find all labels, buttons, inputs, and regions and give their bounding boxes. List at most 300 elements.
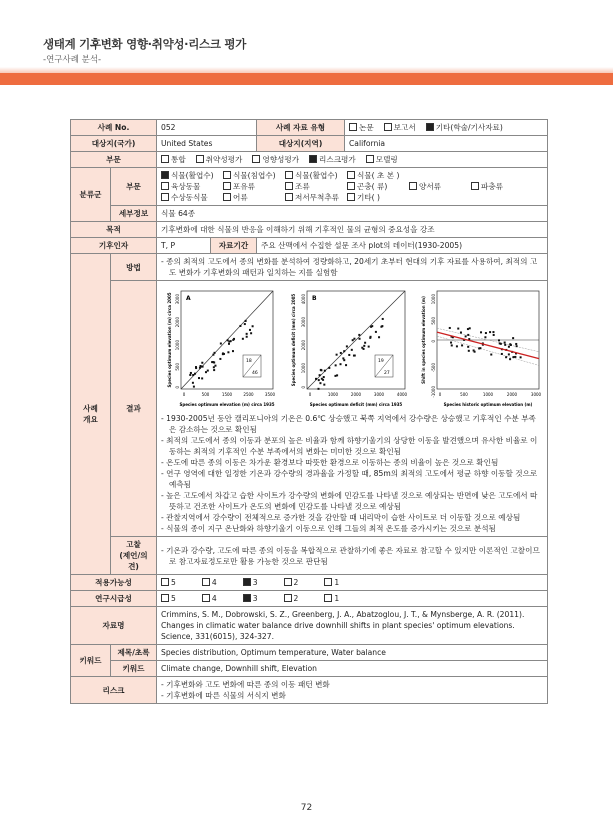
data-point (354, 355, 356, 357)
option-item (284, 593, 299, 604)
data-point (359, 338, 361, 340)
risk-value (157, 677, 548, 704)
checkbox-icon (161, 193, 169, 201)
option-item (347, 181, 409, 192)
data-point (468, 350, 470, 352)
x-tick-label: 500 (201, 392, 210, 397)
checkbox-icon (324, 578, 332, 586)
checkbox-icon (161, 155, 169, 163)
region-label: 대상지(지역) (257, 136, 345, 152)
x-tick-label: 2000 (350, 392, 362, 397)
applicability-label: 적용가능성 (71, 575, 157, 591)
checkbox-icon (161, 182, 169, 190)
checkbox-icon (284, 578, 292, 586)
chart-b (289, 285, 409, 413)
data-point (490, 354, 492, 356)
data-point (199, 367, 201, 369)
y-tick-label: 3000 (175, 294, 180, 305)
data-point (516, 345, 518, 347)
data-point (512, 356, 514, 358)
data-point (467, 328, 469, 330)
data-point (369, 337, 371, 339)
data-point (343, 350, 345, 352)
x-tick-label: 500 (460, 392, 468, 397)
data-point (473, 349, 475, 351)
checkbox-icon (252, 155, 260, 163)
checkbox-icon (223, 193, 231, 201)
data-point (346, 345, 348, 347)
discussion-text: - 기온과 강수량, 고도에 따른 종의 이동을 복합적으로 관찰하기에 좋은 자료로 참고할 수 있지만 이론적인 고찰이므로 참고자료정도로만 활용 가능한 것으로 판단됨 (161, 545, 540, 566)
figure-panel (161, 281, 543, 413)
data-point (500, 343, 502, 345)
checked-box-icon (243, 594, 251, 602)
source-label: 자료명 (71, 607, 157, 645)
case-table (70, 119, 548, 704)
x-tick-label: 3000 (530, 392, 542, 397)
checkbox-icon (347, 193, 355, 201)
risk-label: 리스크 (71, 677, 157, 704)
header-band (0, 73, 613, 85)
x-tick-label: 1000 (482, 392, 494, 397)
checked-box-icon (426, 123, 434, 131)
option-label: 육상동물 (171, 182, 201, 191)
y-tick-label: 0 (431, 340, 436, 343)
data-point (461, 344, 463, 346)
case-type-label: 사례 자료 유형 (257, 120, 345, 136)
option-label: 3 (252, 578, 258, 587)
checkbox-icon (223, 182, 231, 190)
inset-count-top: 18 (246, 359, 252, 364)
x-tick-label: 0 (438, 392, 442, 397)
option-label: 논문 (359, 123, 374, 132)
data-point (228, 343, 230, 345)
taxon-label: 분류군 (71, 168, 111, 222)
data-point (198, 377, 200, 379)
data-point (232, 339, 234, 341)
data-point (195, 366, 197, 368)
data-point (381, 325, 383, 327)
country-value: United States (157, 136, 257, 152)
method-value (157, 254, 548, 281)
data-point (213, 362, 215, 364)
result-cell (157, 281, 548, 537)
x-tick-label: 0 (182, 392, 186, 397)
data-point (318, 379, 320, 381)
option-label: 1 (334, 578, 340, 587)
case-no-label: 사례 No. (71, 120, 157, 136)
detail-value: 식물 64종 (157, 206, 548, 222)
purpose-label: 목적 (71, 222, 157, 238)
x-axis-label: Species historic optimum elevation (m) (443, 402, 533, 407)
sector-options (157, 152, 548, 168)
y-tick-label: 0 (301, 386, 306, 389)
option-item (202, 577, 217, 588)
data-point (375, 331, 377, 333)
taxon-sector-label: 부문 (111, 168, 157, 206)
data-point (467, 334, 469, 336)
checkbox-icon (285, 171, 293, 179)
data-point (252, 325, 254, 327)
keyword-label: 키워드 (111, 661, 157, 677)
option-item (324, 577, 339, 588)
option-label: 기타(학술/기사자료) (435, 123, 503, 132)
data-point (363, 345, 365, 347)
discussion-label: 고찰 (제언/의견) (111, 537, 157, 575)
data-point (368, 346, 370, 348)
country-label: 대상지(국가) (71, 136, 157, 152)
data-point (460, 332, 462, 334)
data-point (364, 342, 366, 344)
data-point (451, 344, 453, 346)
checkbox-icon (161, 594, 169, 602)
checkbox-icon (347, 182, 355, 190)
result-list (161, 413, 543, 534)
data-point (249, 329, 251, 331)
title-abstract-label: 제목/초록 (111, 645, 157, 661)
result-item: - 연구 영역에 대한 일정한 기온과 강수량의 경과율을 가정할 때, 85m의 최적의 고도에서 평균 하향 이동할 것으로 예측됨 (161, 469, 538, 489)
data-point (244, 323, 246, 325)
option-label: 취약성평가 (205, 155, 243, 164)
data-point (212, 354, 214, 356)
checkbox-icon (366, 155, 374, 163)
checkbox-icon (161, 578, 169, 586)
inset-count-top: 19 (378, 359, 384, 364)
option-label: 식물( 초 본 ) (357, 171, 400, 180)
data-point (361, 347, 363, 349)
region-value: California (345, 136, 548, 152)
data-point (492, 331, 494, 333)
option-item (161, 154, 186, 165)
risk-item: - 기후변화와 고도 변화에 따른 종의 이동 패턴 변화 (161, 680, 330, 689)
x-tick-label: 1500 (221, 392, 233, 397)
data-point (342, 357, 344, 359)
checked-box-icon (161, 171, 169, 179)
data-point (214, 365, 216, 367)
data-point (450, 342, 452, 344)
data-point (328, 367, 330, 369)
data-point (514, 356, 516, 358)
option-item (285, 170, 347, 181)
data-point (202, 366, 204, 368)
data-point (214, 352, 216, 354)
option-item (161, 192, 223, 203)
inset-count-bottom: 27 (384, 371, 390, 376)
option-label: 보고서 (393, 123, 416, 132)
data-point (323, 376, 325, 378)
data-point (504, 344, 506, 346)
option-label: 4 (211, 578, 217, 587)
checked-box-icon (243, 578, 251, 586)
data-point (334, 375, 336, 377)
checkbox-icon (349, 123, 357, 131)
checkbox-icon (471, 182, 479, 190)
option-item (161, 181, 223, 192)
y-tick-label: 2000 (175, 317, 180, 328)
data-point (340, 363, 342, 365)
data-point (480, 331, 482, 333)
inset-count-bottom: 46 (252, 371, 258, 376)
data-point (478, 347, 480, 349)
checkbox-icon (196, 155, 204, 163)
y-axis-label: Species optimum elevation (m) circa 2005 (167, 292, 172, 388)
header-subtitle: -연구사례 분석- (43, 55, 102, 65)
data-point (219, 358, 221, 360)
checkbox-icon (324, 594, 332, 602)
purpose-value: 기후변화에 대한 식물의 반응을 이해하기 위해 기후적인 물의 균형의 중요성을 강조 (157, 222, 548, 238)
option-item (426, 122, 503, 133)
option-label: 조류 (295, 182, 310, 191)
result-item: - 온도에 따른 종의 이동은 차가운 환경보다 따뜻한 환경으로 이동하는 종의 비율이 높은 것으로 확인됨 (161, 458, 499, 467)
method-label: 방법 (111, 254, 157, 281)
keyword-value: Climate change, Downhill shift, Elevation (157, 661, 548, 677)
data-point (336, 354, 338, 356)
period-value: 주요 산맥에서 수집한 설문 조사 plot의 데이터(1930-2005) (257, 238, 548, 254)
source-value: Crimmins, S. M., Dobrowski, S. Z., Greenberg, J. A., Abatzoglou, J. T., & Mynsberge, A. R. (2011). Changes in climatic water balance drive downhill shifts in plant species' optimum elevations. Science, 331(6015), 324-327. (157, 607, 548, 645)
option-label: 곤충( 류) (357, 182, 388, 191)
y-tick-label: 1000 (431, 294, 436, 305)
x-axis-label: Species optimum elevation (m) circa 1935 (179, 402, 275, 407)
option-item (196, 154, 243, 165)
data-point (207, 370, 209, 372)
data-point (324, 370, 326, 372)
option-item (161, 577, 176, 588)
data-point (205, 371, 207, 373)
data-point (232, 350, 234, 352)
result-item: - 1930-2005년 동안 캘리포니아의 기온은 0.6℃ 상승했고 북쪽 지역에서 강수량은 상승했고 기후적인 수분 부족은 감소하는 것으로 확인됨 (161, 414, 536, 434)
climate-label: 기후인자 (71, 238, 157, 254)
option-item (161, 170, 223, 181)
option-label: 수상동식물 (171, 193, 208, 202)
data-point (469, 327, 471, 329)
data-point (220, 343, 222, 345)
option-label: 5 (171, 594, 176, 603)
option-item (223, 170, 285, 181)
taxon-row-1 (161, 170, 543, 181)
y-tick-label: 0 (175, 386, 180, 389)
data-point (489, 331, 491, 333)
detail-label: 세부정보 (111, 206, 157, 222)
option-label: 통합 (171, 155, 186, 164)
option-item (366, 154, 398, 165)
option-item (243, 577, 258, 588)
data-point (456, 345, 458, 347)
period-label: 자료기간 (211, 238, 257, 254)
data-point (353, 338, 355, 340)
data-point (192, 374, 194, 376)
checkbox-icon (347, 171, 355, 179)
option-label: 식물(활엽수) (171, 171, 214, 180)
option-item (409, 181, 471, 192)
data-point (352, 339, 354, 341)
data-point (245, 320, 247, 322)
data-point (250, 332, 252, 334)
data-point (222, 352, 224, 354)
checkbox-icon (284, 594, 292, 602)
header-title: 생태계 기후변화 영향·취약성·리스크 평가 (43, 37, 246, 51)
result-item: - 관찰지역에서 강수량이 전체적으로 증가한 것을 감안할 때 내리막이 습한 사이트로 더 이동할 것으로 예상됨 (161, 513, 521, 522)
option-label: 기타( ) (357, 193, 381, 202)
result-label: 결과 (111, 281, 157, 537)
option-label: 5 (171, 578, 176, 587)
urgency-label: 연구시급성 (71, 591, 157, 607)
x-axis-label: Species optimum deficit (mm) circa 1935 (309, 402, 403, 407)
data-point (242, 338, 244, 340)
y-tick-label: -500 (431, 363, 436, 373)
sector-label: 부문 (71, 152, 157, 168)
option-item (347, 192, 409, 203)
data-point (467, 346, 469, 348)
checkbox-icon (409, 182, 417, 190)
option-label: 4 (211, 594, 217, 603)
data-point (321, 378, 323, 380)
checkbox-icon (223, 171, 231, 179)
data-point (515, 343, 517, 345)
data-point (457, 328, 459, 330)
data-point (230, 340, 232, 342)
data-point (512, 337, 514, 339)
taxon-options (157, 168, 548, 206)
chart-c (419, 285, 543, 413)
data-point (345, 364, 347, 366)
y-tick-label: 1000 (175, 340, 180, 351)
data-point (348, 354, 350, 356)
checkbox-icon (202, 578, 210, 586)
data-point (508, 346, 510, 348)
option-item (349, 122, 374, 133)
option-item (223, 181, 285, 192)
data-point (246, 333, 248, 335)
option-label: 모델링 (375, 155, 398, 164)
data-point (510, 344, 512, 346)
data-point (213, 369, 215, 371)
data-point (323, 384, 325, 386)
option-label: 식물(활엽수) (295, 171, 338, 180)
data-point (319, 374, 321, 376)
data-point (370, 326, 372, 328)
y-tick-label: 4000 (301, 294, 306, 305)
y-tick-label: 500 (175, 363, 180, 371)
data-point (485, 332, 487, 334)
option-item (324, 593, 339, 604)
result-item: - 식물의 종이 지구 온난화와 하향기울기 이동으로 인해 그들의 최적 온도를 증가시키는 것으로 분석됨 (161, 524, 496, 533)
x-tick-label: 4000 (396, 392, 408, 397)
data-point (501, 353, 503, 355)
data-point (351, 349, 353, 351)
option-label: 양서류 (419, 182, 442, 191)
data-point (465, 335, 467, 337)
option-item (223, 192, 285, 203)
data-point (239, 325, 241, 327)
y-axis-label: Species optimum deficit (mm) circa 2005 (291, 293, 296, 387)
y-tick-label: 3000 (301, 317, 306, 328)
data-point (343, 359, 345, 361)
option-label: 식물(침엽수) (233, 171, 276, 180)
data-point (317, 388, 319, 390)
x-tick-label: 1000 (327, 392, 339, 397)
checkbox-icon (202, 594, 210, 602)
x-tick-label: 0 (308, 392, 312, 397)
option-item (202, 593, 217, 604)
option-label: 포유류 (233, 182, 256, 191)
taxon-row-3 (161, 192, 543, 203)
checked-box-icon (309, 155, 317, 163)
option-label: 리스크평가 (319, 155, 356, 164)
x-tick-label: 2500 (243, 392, 254, 397)
data-point (246, 336, 248, 338)
climate-value: T, P (157, 238, 211, 254)
option-label: 3 (252, 594, 258, 603)
data-point (190, 372, 192, 374)
option-item (285, 181, 347, 192)
data-point (201, 362, 203, 364)
panel-letter: B (312, 295, 317, 302)
case-no-value: 052 (157, 120, 257, 136)
option-item (243, 593, 258, 604)
option-label: 어류 (233, 193, 248, 202)
y-tick-label: -1000 (431, 386, 436, 398)
data-point (509, 358, 511, 360)
option-item (161, 593, 176, 604)
option-label: 2 (293, 594, 299, 603)
option-item (284, 577, 299, 588)
data-point (315, 378, 317, 380)
data-point (335, 364, 337, 366)
result-item: - 높은 고도에서 차갑고 습한 사이트가 강수량의 변화에 민감도를 나타낼 것으로 예상되는 반면에 낮은 고도에서 따뜻하고 건조한 사이트가 온도의 변화에 민감도를 나타낼 것으로 예상됨 (161, 491, 538, 511)
option-item (285, 192, 347, 203)
data-point (498, 339, 500, 341)
data-point (189, 374, 191, 376)
checkbox-icon (285, 182, 293, 190)
y-tick-label: 2000 (301, 340, 306, 351)
data-point (493, 334, 495, 336)
risk-item: - 기후변화에 따른 식물의 서식지 변화 (161, 691, 286, 700)
data-point (194, 373, 196, 375)
title-abstract-value: Species distribution, Optimum temperature, Water balance (157, 645, 548, 661)
data-point (484, 336, 486, 338)
case-summary-label: 사례 개요 (71, 254, 111, 575)
option-label: 영향성평가 (262, 155, 300, 164)
option-label: 1 (334, 594, 340, 603)
data-point (382, 318, 384, 320)
data-point (378, 336, 380, 338)
data-point (504, 342, 506, 344)
y-tick-label: 1000 (301, 363, 306, 374)
data-point (227, 339, 229, 341)
data-point (508, 353, 510, 355)
data-point (192, 382, 194, 384)
result-item: - 최적의 고도에서 종의 이동과 분포의 높은 비율과 함께 하향기울기의 상당한 이동을 발견했으며 유사한 비율로 이동하는 최적의 기후적인 수분 부족에서의 변화는 미미한 것으로 확인됨 (161, 436, 538, 456)
option-item (252, 154, 299, 165)
discussion-value (157, 537, 548, 575)
option-item (309, 154, 356, 165)
data-point (449, 327, 451, 329)
option-label: 저서무척추류 (295, 193, 340, 202)
case-type-options (345, 120, 548, 136)
page-number: 72 (300, 803, 313, 813)
x-tick-label: 3000 (373, 392, 385, 397)
checkbox-icon (384, 123, 392, 131)
option-item (471, 181, 533, 192)
data-point (201, 377, 203, 379)
option-item (347, 170, 409, 181)
data-point (320, 369, 322, 371)
data-point (319, 382, 321, 384)
data-point (227, 351, 229, 353)
checkbox-icon (285, 193, 293, 201)
taxon-row-2 (161, 181, 543, 192)
applicability-options (157, 575, 548, 591)
data-point (358, 334, 360, 336)
